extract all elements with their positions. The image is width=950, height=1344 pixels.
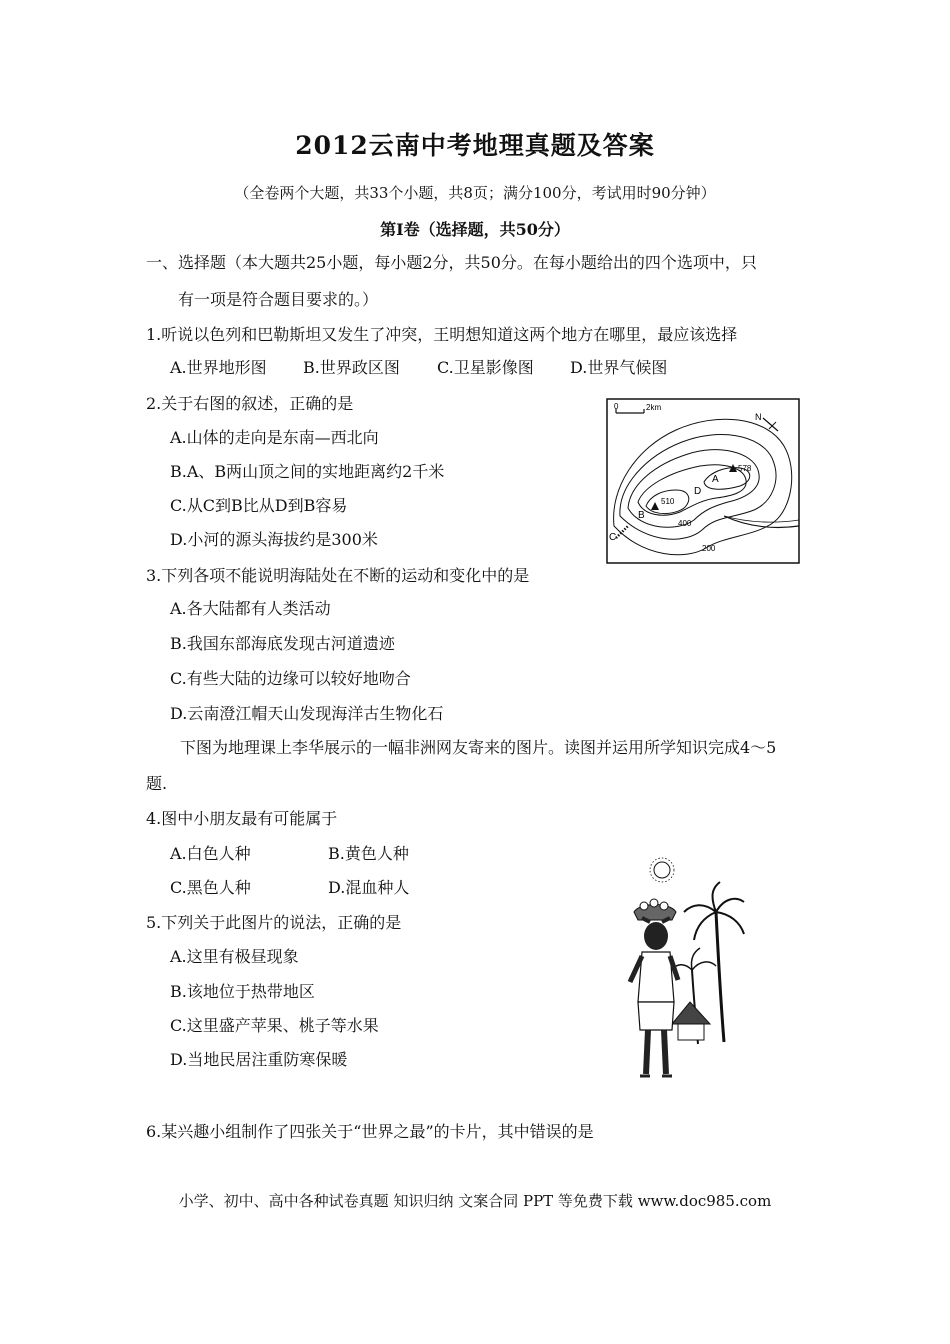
question-3-stem: 3.下列各项不能说明海陆处在不断的运动和变化中的是: [146, 566, 530, 585]
contour-400-label: 400: [678, 519, 692, 528]
question-3-option-d: D.云南澄江帽天山发现海洋古生物化石: [170, 704, 444, 723]
question-5-option-c: C.这里盛产苹果、桃子等水果: [170, 1016, 379, 1035]
exam-info: （全卷两个大题，共33个小题，共8页；满分100分，考试用时90分钟）: [234, 184, 716, 202]
question-1-option-c: C.卫星影像图: [437, 358, 534, 377]
question-2-option-d: D.小河的源头海拔约是300米: [170, 530, 378, 549]
point-c-label: C: [609, 532, 617, 543]
question-1-option-d: D.世界气候图: [570, 358, 668, 377]
question-5-stem: 5.下列关于此图片的说法，正确的是: [146, 913, 402, 932]
palm-tree-icon: [716, 912, 724, 1042]
question-2-stem: 2.关于右图的叙述，正确的是: [146, 394, 354, 413]
sun-icon: [654, 862, 670, 878]
scale-zero-label: 0: [614, 402, 619, 411]
contour-200-label: 200: [702, 544, 716, 553]
hut-icon: [672, 1002, 710, 1024]
page-title: 2012云南中考地理真题及答案: [295, 131, 655, 160]
contour-map-figure: [606, 398, 800, 564]
question-6-stem: 6.某兴趣小组制作了四张关于“世界之最”的卡片，其中错误的是: [146, 1122, 594, 1141]
scale-distance-label: 2km: [646, 403, 662, 412]
part-intro-line1: 一、选择题（本大题共25小题，每小题2分，共50分。在每小题给出的四个选项中，只: [146, 253, 757, 272]
question-3-option-a: A.各大陆都有人类活动: [170, 599, 331, 618]
question-1-stem: 1.听说以色列和巴勒斯坦又发生了冲突，王明想知道这两个地方在哪里，最应该选择: [146, 325, 738, 344]
question-4-option-c: C.黑色人种: [170, 878, 251, 897]
question-2-option-c: C.从C到B比从D到B容易: [170, 496, 348, 515]
question-2-option-b: B.A、B两山顶之间的实地距离约2千米: [170, 462, 445, 481]
question-3-option-c: C.有些大陆的边缘可以较好地吻合: [170, 669, 411, 688]
passage-line2: 题.: [146, 774, 168, 793]
question-5-option-b: B.该地位于热带地区: [170, 982, 315, 1001]
part-intro-line2: 有一项是符合题目要求的。）: [178, 290, 379, 309]
question-2-option-a: A.山体的走向是东南—西北向: [170, 428, 379, 447]
question-3-option-b: B.我国东部海底发现古河道遗迹: [170, 634, 395, 653]
question-5-option-a: A.这里有极昼现象: [170, 947, 299, 966]
question-4-option-a: A.白色人种: [170, 844, 251, 863]
point-b-label: B: [638, 510, 645, 521]
question-5-option-d: D.当地民居注重防寒保暖: [170, 1050, 348, 1069]
point-a-label: A: [712, 474, 719, 485]
child-shorts: [638, 1002, 674, 1030]
section-heading: 第Ⅰ卷（选择题，共50分）: [380, 220, 570, 239]
question-4-option-d: D.混血种人: [328, 878, 410, 897]
child-head: [644, 922, 668, 950]
page-footer: 小学、初中、高中各种试卷真题 知识归纳 文案合同 PPT 等免费下载 www.doc985.com: [178, 1192, 772, 1210]
question-1-option-b: B.世界政区图: [303, 358, 400, 377]
point-d-label: D: [694, 486, 702, 497]
peak-b-elevation: 510: [661, 497, 675, 506]
passage-line1: 下图为地理课上李华展示的一幅非洲网友寄来的图片。读图并运用所学知识完成4～5: [180, 738, 777, 757]
north-label: N: [755, 412, 762, 422]
peak-a-elevation: 578: [738, 464, 752, 473]
africa-child-illustration: [620, 852, 750, 1082]
question-4-option-b: B.黄色人种: [328, 844, 409, 863]
question-1-option-a: A.世界地形图: [170, 358, 267, 377]
question-4-stem: 4.图中小朋友最有可能属于: [146, 809, 338, 828]
